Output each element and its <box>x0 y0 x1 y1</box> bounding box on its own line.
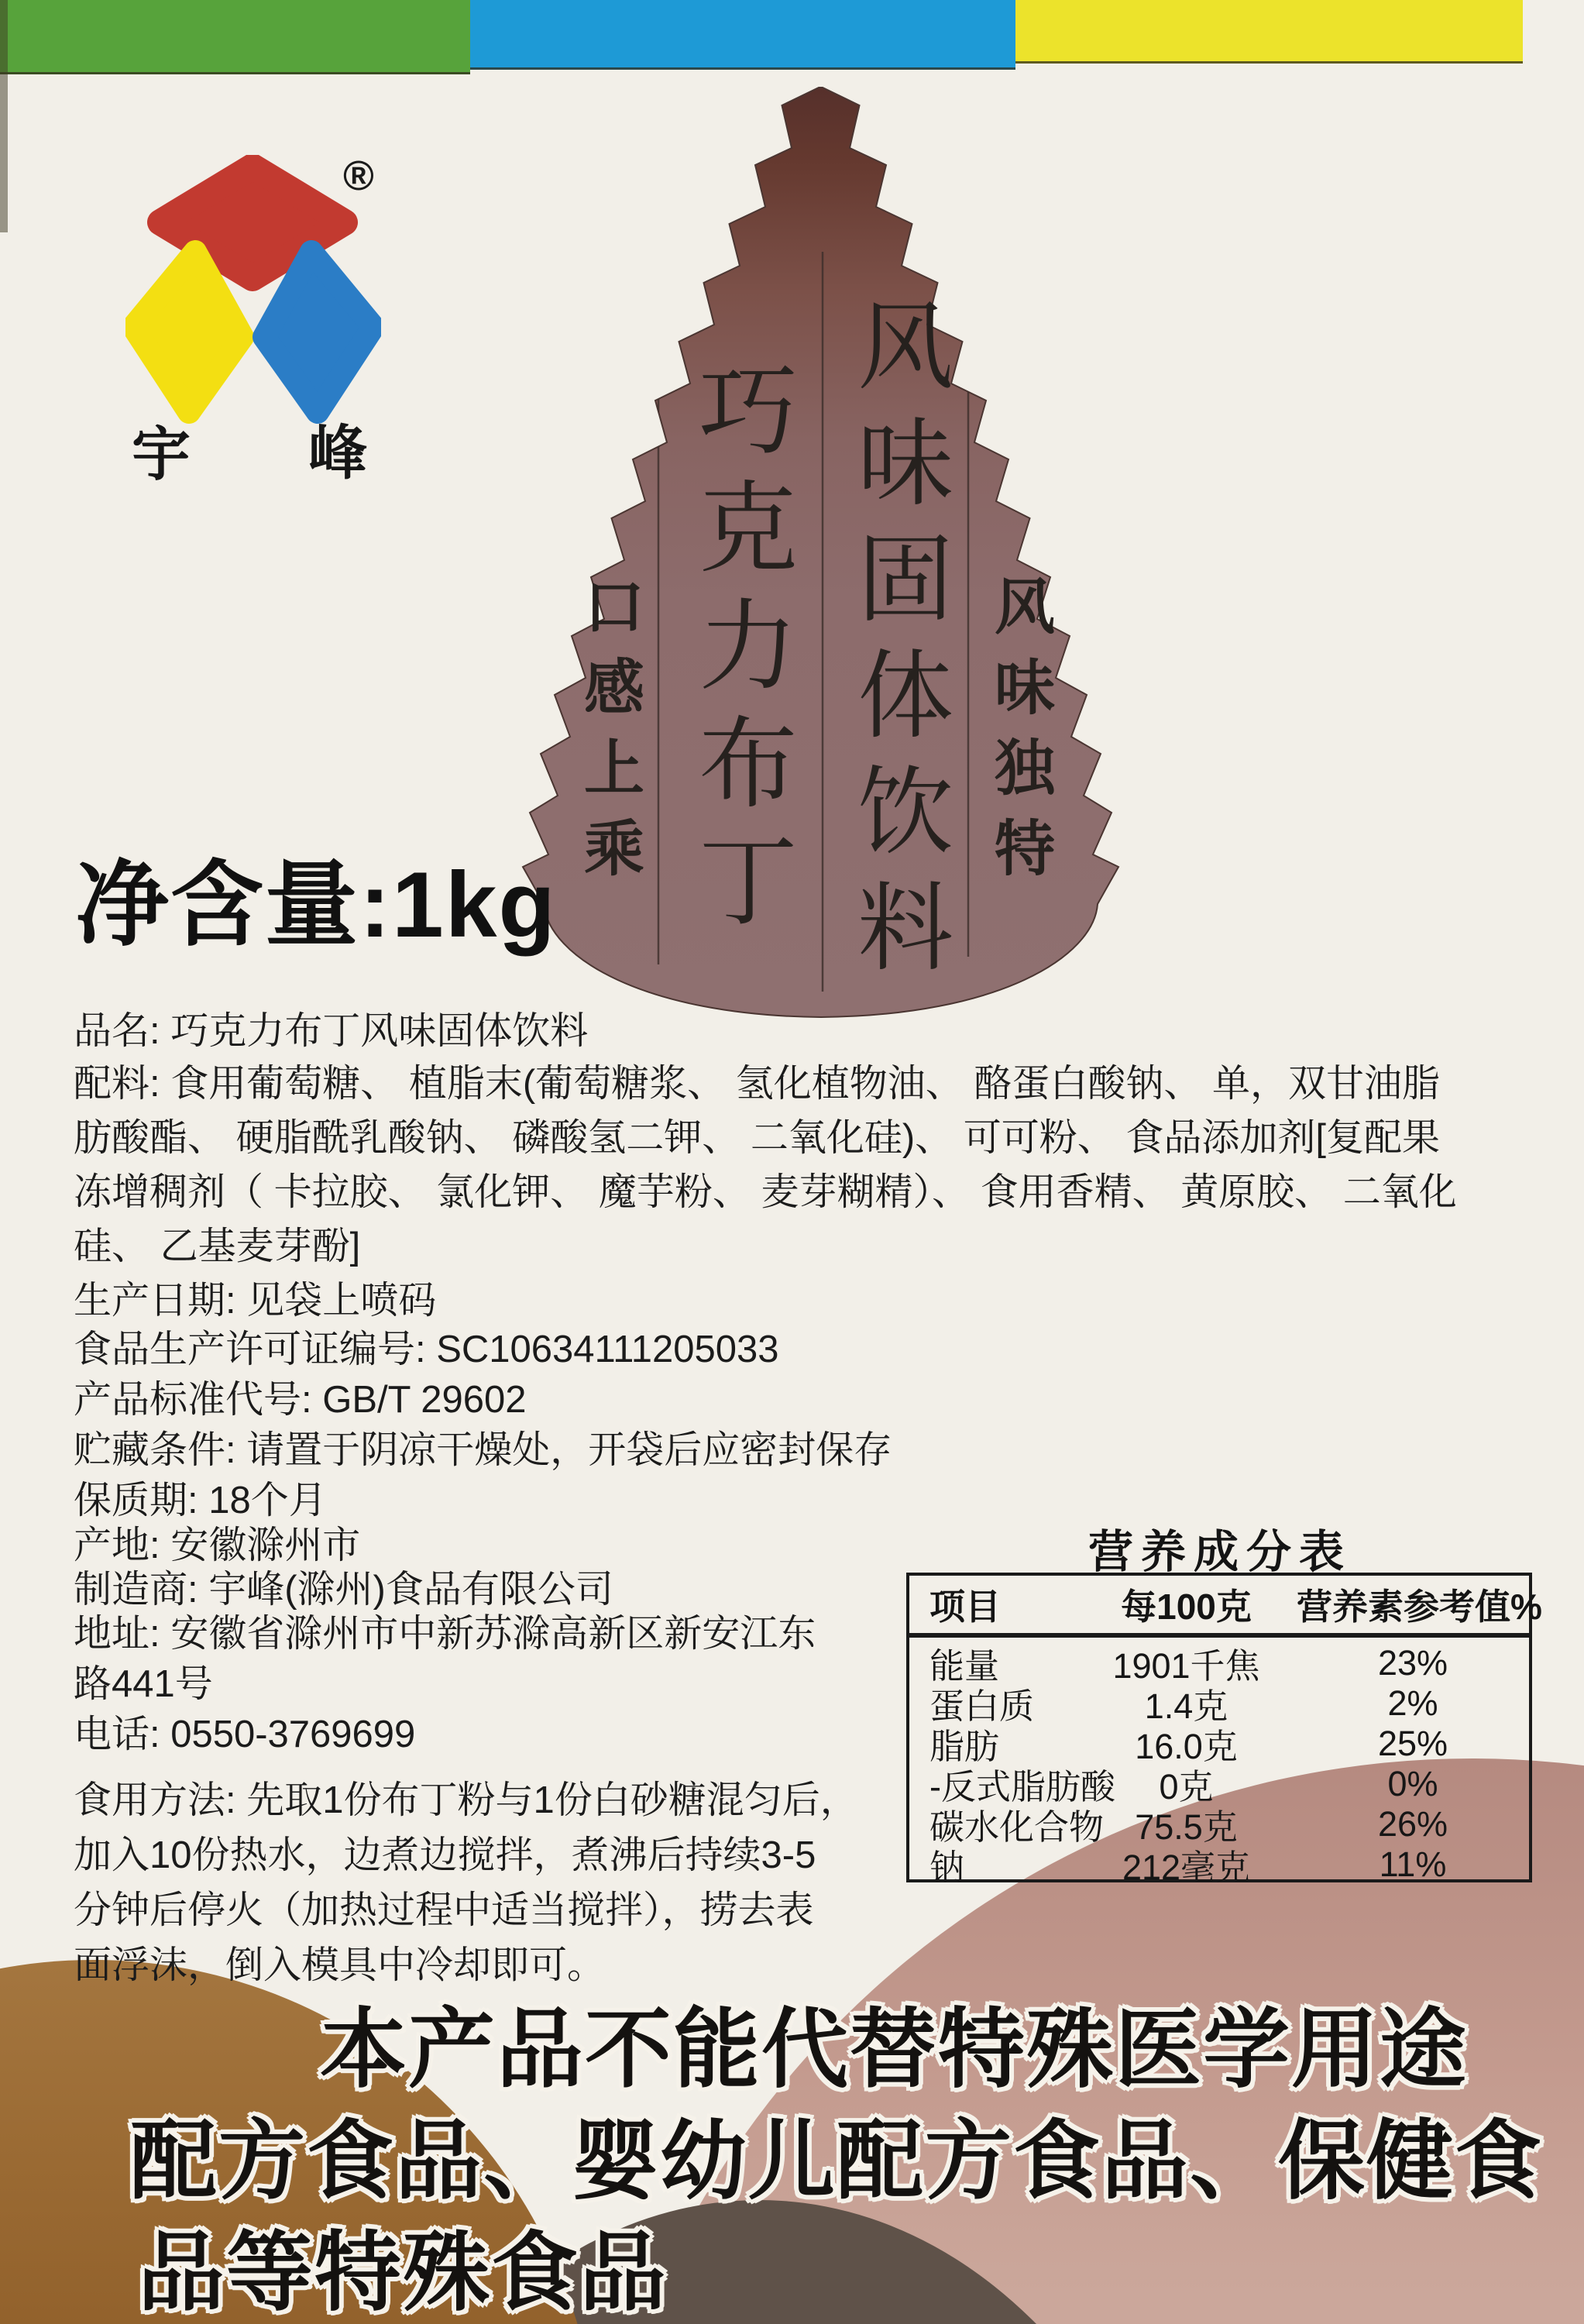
info-license-no: 食品生产许可证编号: SC10634111205033 <box>74 1329 779 1370</box>
net-content: 净含量:1kg <box>76 853 557 957</box>
info-ingredients-1: 配料: 食用葡萄糖、 植脂末(葡萄糖浆、 氢化植物油、 酪蛋白酸钠、 单，双甘油脂 <box>74 1063 1441 1105</box>
info-ingredients-4: 硅、 乙基麦芽酚] <box>74 1226 361 1267</box>
nutrient-nrv: 25% <box>1377 1723 1448 1763</box>
info-manufacturer: 制造商: 宇峰(滁州)食品有限公司 <box>74 1569 613 1611</box>
nutrient-name: 蛋白质 <box>929 1686 1035 1726</box>
nutrition-header-row <box>909 1576 1542 1638</box>
leaf-text-taste: 口感上乘 <box>574 575 644 897</box>
warning-line-2: 配方食品、婴幼儿配方食品、保健食 <box>130 2113 1543 2209</box>
nutrient-name: 脂肪 <box>929 1727 1000 1766</box>
info-ingredients-2: 肪酸酯、 硬脂酰乳酸钠、 磷酸氢二钾、 二氧化硅)、 可可粉、 食品添加剂[复配果 <box>74 1117 1441 1159</box>
nutrient-value: 0克 <box>1159 1767 1214 1807</box>
table-row <box>909 1758 1529 1807</box>
registered-trademark-icon: ® <box>343 153 374 199</box>
leaf-text-type: 风味固体饮料 <box>841 296 953 993</box>
nutrient-value: 1.4克 <box>1144 1686 1228 1726</box>
nutrient-nrv: 11% <box>1379 1844 1447 1884</box>
warning-line-1: 本产品不能代替特殊医学用途 <box>320 2001 1468 2098</box>
nutrient-value: 1901千焦 <box>1112 1646 1260 1686</box>
table-row <box>909 1799 1529 1847</box>
info-production-date: 生产日期: 见袋上喷码 <box>74 1280 437 1322</box>
package-edge-shade <box>0 0 8 232</box>
nutrient-value: 75.5克 <box>1135 1807 1238 1847</box>
info-address-1: 地址: 安徽省滁州市中新苏滁高新区新安江东 <box>74 1613 816 1655</box>
nutrition-title: 营养成分表 <box>1087 1527 1352 1577</box>
nutrition-table <box>906 1573 1542 1887</box>
info-address-2: 路441号 <box>74 1663 213 1705</box>
nutrient-name: 能量 <box>929 1646 1000 1686</box>
nutrient-name: 碳水化合物 <box>929 1807 1105 1847</box>
info-shelf-life: 保质期: 18个月 <box>74 1480 327 1521</box>
nutrient-nrv: 2% <box>1387 1683 1438 1723</box>
info-standard-code: 产品标准代号: GB/T 29602 <box>74 1379 527 1421</box>
brand-char-feng: 峰 <box>308 418 367 487</box>
info-storage: 贮藏条件: 请置于阴凉干燥处，开袋后应密封保存 <box>74 1429 892 1471</box>
nutrient-nrv: 26% <box>1377 1803 1448 1844</box>
warning-line-3: 品等特殊食品 <box>138 2224 668 2321</box>
nutrient-nrv: 23% <box>1377 1642 1448 1683</box>
nutrient-value: 212毫克 <box>1122 1848 1251 1887</box>
table-row <box>909 1839 1529 1887</box>
info-origin: 产地: 安徽滁州市 <box>74 1525 361 1566</box>
nutrition-header-per100g: 每100克 <box>1121 1587 1252 1627</box>
table-row <box>909 1678 1529 1726</box>
nutrition-header-nrv: 营养素参考值% <box>1297 1587 1542 1627</box>
table-row <box>909 1718 1529 1766</box>
leaf-text-product: 巧克力布丁 <box>682 358 797 947</box>
table-row <box>909 1638 1529 1686</box>
top-bar-green <box>0 0 470 74</box>
nutrient-name: -反式脂肪酸 <box>929 1767 1115 1807</box>
brand-char-yu: 宇 <box>132 420 191 489</box>
usage-line-1: 食用方法: 先取1份布丁粉与1份白砂糖混匀后， <box>74 1779 858 1821</box>
leaf-text-unique: 风味独特 <box>984 575 1055 897</box>
top-bar-blue <box>470 0 1015 70</box>
nutrition-header-item: 项目 <box>929 1587 1001 1627</box>
info-phone: 电话: 0550-3769699 <box>74 1714 416 1755</box>
usage-line-2: 加入10份热水，边煮边搅拌，煮沸后持续3-5 <box>74 1834 816 1876</box>
nutrient-value: 16.0克 <box>1135 1727 1238 1766</box>
usage-line-3: 分钟后停火（加热过程中适当搅拌），捞去表 <box>74 1889 814 1931</box>
info-ingredients-3: 冻增稠剂（ 卡拉胶、 氯化钾、 魔芋粉、 麦芽糊精）、 食用香精、 黄原胶、 二氧化 <box>74 1171 1457 1213</box>
nutrient-nrv: 0% <box>1387 1763 1438 1803</box>
usage-line-4: 面浮沫，倒入模具中冷却即可。 <box>74 1944 606 1986</box>
nutrient-name: 钠 <box>929 1848 965 1887</box>
top-bar-yellow <box>1015 0 1523 64</box>
info-product-name: 品名: 巧克力布丁风味固体饮料 <box>74 1010 589 1052</box>
